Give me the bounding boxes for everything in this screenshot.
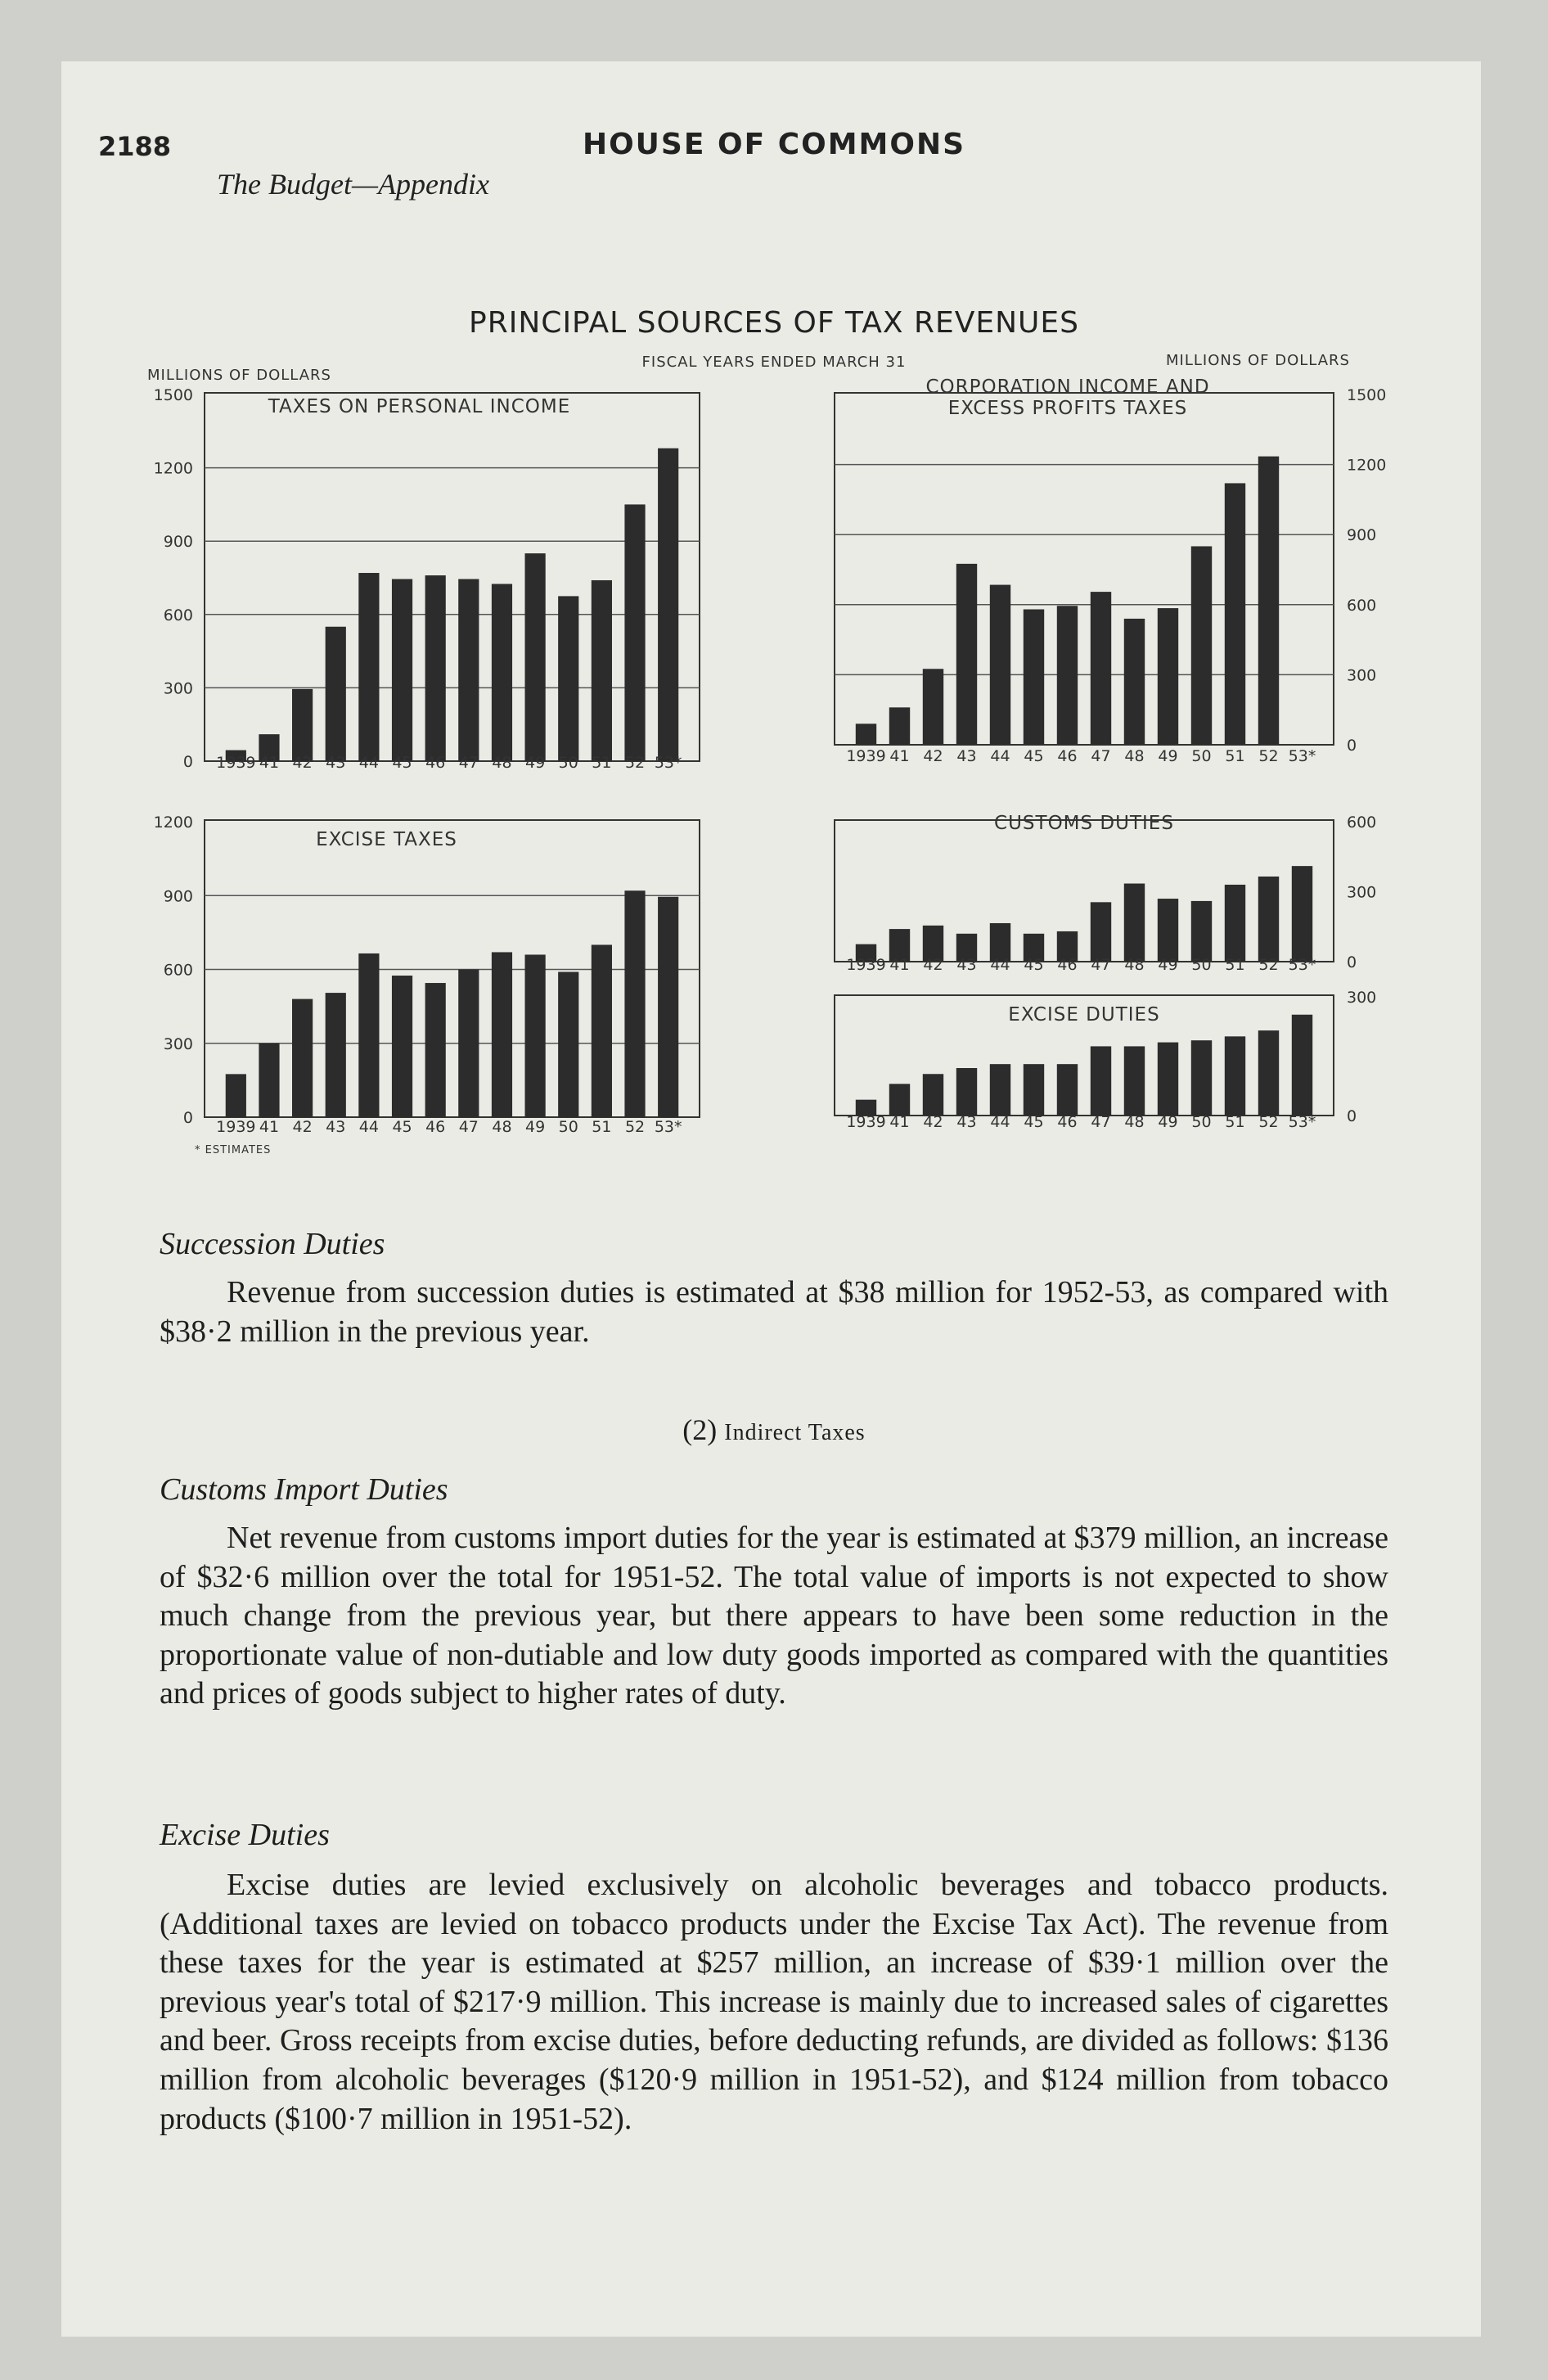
panel-title: EXCISE DUTIES bbox=[1008, 1004, 1160, 1025]
bar bbox=[1124, 619, 1145, 745]
x-tick-label: 47 bbox=[458, 754, 479, 772]
bar bbox=[292, 689, 313, 761]
bar bbox=[1091, 592, 1111, 745]
x-tick-label: 41 bbox=[259, 1118, 280, 1136]
bar bbox=[990, 1064, 1010, 1116]
excise-text: Excise duties are levied exclusively on alcoholic beverages and tobacco products. (Additional taxes are levied on tobacco products under the Excise Tax Act). The revenue from these taxes for the year is estimated at $257 million, an increase of $39·1 million over the previous year's total of $217·9 million. This increase is mainly due to increased sales of cigarettes and beer. Gross receipts from excise duties, before deducting refunds, are divided as follows: $136 million from alcoholic beverages ($120·9 million in 1951-52), and $124 million from tobacco products ($100·7 million in 1951-52). bbox=[160, 1868, 1388, 2136]
bar bbox=[259, 1044, 279, 1117]
indirect-number: (2) bbox=[682, 1413, 725, 1446]
x-tick-label: 43 bbox=[956, 747, 977, 765]
x-tick-label: 51 bbox=[1225, 1113, 1245, 1131]
customs-text: Net revenue from customs import duties for the year is estimated at $379 million, an increase of $32·6 million over the total for 1951-52. The total value of imports is not expected to show much change from the previous year, but there appears to have been some reduction in the proportionate value of non-dutiable and low duty goods imported as compared with the quantities and prices of goods subject to higher rates of duty. bbox=[160, 1521, 1388, 1711]
x-tick-label: 41 bbox=[889, 747, 910, 765]
x-tick-label: 48 bbox=[1124, 1113, 1145, 1131]
y-tick-label: 300 bbox=[163, 679, 193, 698]
x-tick-label: 50 bbox=[1191, 1113, 1212, 1131]
x-tick-label: 50 bbox=[1191, 747, 1212, 765]
page-number: 2188 bbox=[98, 131, 172, 162]
excise-paragraph bbox=[160, 1866, 1388, 2139]
bar bbox=[392, 579, 412, 761]
x-tick-label: 49 bbox=[1158, 956, 1178, 974]
x-tick-label: 44 bbox=[358, 1118, 379, 1136]
x-tick-label: 53* bbox=[1288, 1113, 1316, 1131]
bar bbox=[658, 449, 678, 761]
bar bbox=[326, 993, 346, 1117]
y-tick-label: 600 bbox=[1347, 596, 1377, 615]
bar bbox=[226, 1074, 246, 1117]
x-tick-label: 49 bbox=[1158, 747, 1178, 765]
units-label-left: MILLIONS OF DOLLARS bbox=[147, 367, 331, 384]
bar bbox=[1292, 866, 1312, 962]
bar bbox=[458, 579, 479, 761]
x-tick-label: 42 bbox=[292, 1118, 313, 1136]
y-tick-label: 600 bbox=[163, 961, 193, 980]
x-tick-label: 48 bbox=[1124, 956, 1145, 974]
bar bbox=[923, 1074, 943, 1116]
x-tick-label: 47 bbox=[458, 1118, 479, 1136]
x-tick-label: 41 bbox=[889, 1113, 910, 1131]
x-tick-label: 44 bbox=[358, 754, 379, 772]
x-tick-label: 52 bbox=[1258, 956, 1279, 974]
y-tick-label: 900 bbox=[1347, 526, 1377, 545]
x-tick-label: 43 bbox=[956, 956, 977, 974]
heading-customs-import-duties: Customs Import Duties bbox=[160, 1472, 448, 1507]
chart-excise-duties bbox=[818, 986, 1391, 1129]
y-tick-label: 300 bbox=[1347, 989, 1377, 1007]
bar bbox=[923, 669, 943, 745]
bar bbox=[956, 564, 977, 745]
x-tick-label: 51 bbox=[1225, 747, 1245, 765]
y-tick-label: 1200 bbox=[1347, 456, 1387, 475]
y-tick-label: 600 bbox=[163, 606, 193, 624]
bar bbox=[1225, 1036, 1245, 1116]
customs-paragraph bbox=[160, 1519, 1388, 1714]
chart-personal-income bbox=[147, 376, 704, 786]
bar bbox=[624, 890, 645, 1117]
x-tick-label: 47 bbox=[1091, 956, 1111, 974]
bar bbox=[358, 953, 379, 1117]
units-label-right: MILLIONS OF DOLLARS bbox=[1166, 352, 1350, 369]
x-tick-label: 49 bbox=[525, 1118, 546, 1136]
x-tick-label: 50 bbox=[1191, 956, 1212, 974]
x-tick-label: 42 bbox=[923, 956, 943, 974]
x-tick-label: 51 bbox=[592, 1118, 612, 1136]
y-tick-label: 1200 bbox=[153, 814, 193, 832]
bar bbox=[1124, 1046, 1145, 1116]
bar bbox=[1158, 899, 1178, 962]
bar bbox=[1225, 885, 1245, 962]
y-tick-label: 1500 bbox=[1347, 386, 1387, 404]
x-tick-label: 46 bbox=[1057, 956, 1078, 974]
bar bbox=[525, 954, 546, 1117]
bar bbox=[592, 944, 612, 1117]
bar bbox=[1191, 901, 1212, 962]
x-tick-label: 53* bbox=[654, 754, 682, 772]
y-tick-label: 600 bbox=[1347, 814, 1377, 832]
bar bbox=[1292, 1015, 1312, 1116]
y-tick-label: 0 bbox=[182, 1109, 193, 1127]
section-subtitle: The Budget—Appendix bbox=[217, 168, 489, 201]
x-tick-label: 1939 bbox=[216, 754, 256, 772]
y-tick-label: 900 bbox=[163, 533, 193, 552]
y-tick-label: 300 bbox=[1347, 883, 1377, 902]
panel-title: CORPORATION INCOME AND bbox=[925, 376, 1210, 398]
x-tick-label: 49 bbox=[525, 754, 546, 772]
x-tick-label: 44 bbox=[990, 1113, 1010, 1131]
x-tick-label: 42 bbox=[923, 747, 943, 765]
x-tick-label: 43 bbox=[326, 1118, 346, 1136]
x-tick-label: 51 bbox=[592, 754, 612, 772]
bar bbox=[624, 504, 645, 761]
y-tick-label: 0 bbox=[1347, 953, 1357, 971]
x-tick-label: 52 bbox=[1258, 1113, 1279, 1131]
bar bbox=[1024, 1064, 1044, 1116]
y-tick-label: 0 bbox=[182, 753, 193, 771]
bar bbox=[326, 627, 346, 761]
x-tick-label: 1939 bbox=[216, 1118, 256, 1136]
bar bbox=[1258, 457, 1279, 745]
x-tick-label: 44 bbox=[990, 956, 1010, 974]
bar bbox=[1258, 877, 1279, 962]
succession-paragraph bbox=[160, 1273, 1388, 1351]
x-tick-label: 43 bbox=[956, 1113, 977, 1131]
x-tick-label: 50 bbox=[558, 1118, 578, 1136]
x-tick-label: 46 bbox=[1057, 1113, 1078, 1131]
heading-succession-duties: Succession Duties bbox=[160, 1227, 385, 1261]
x-tick-label: 53* bbox=[1288, 747, 1316, 765]
estimates-footnote: * ESTIMATES bbox=[195, 1144, 272, 1156]
bar bbox=[392, 976, 412, 1117]
x-tick-label: 42 bbox=[923, 1113, 943, 1131]
panel-title: CUSTOMS DUTIES bbox=[994, 813, 1174, 834]
x-tick-label: 53* bbox=[654, 1118, 682, 1136]
x-tick-label: 46 bbox=[425, 754, 446, 772]
bar bbox=[1024, 610, 1044, 745]
bar bbox=[658, 897, 678, 1117]
running-header: HOUSE OF COMMONS bbox=[582, 128, 966, 161]
bar bbox=[1124, 884, 1145, 962]
bar bbox=[492, 952, 512, 1117]
figure-title: PRINCIPAL SOURCES OF TAX REVENUES bbox=[469, 306, 1079, 340]
x-tick-label: 50 bbox=[558, 754, 578, 772]
x-tick-label: 1939 bbox=[846, 747, 886, 765]
bar bbox=[889, 707, 910, 745]
figure-subtitle: FISCAL YEARS ENDED MARCH 31 bbox=[641, 354, 907, 371]
x-tick-label: 45 bbox=[1024, 747, 1044, 765]
x-tick-label: 1939 bbox=[846, 956, 886, 974]
chart-excise-taxes bbox=[147, 806, 704, 1142]
y-tick-label: 300 bbox=[163, 1034, 193, 1053]
x-tick-label: 41 bbox=[889, 956, 910, 974]
bar bbox=[558, 972, 578, 1117]
x-tick-label: 48 bbox=[492, 1118, 512, 1136]
y-tick-label: 0 bbox=[1347, 737, 1357, 755]
x-tick-label: 45 bbox=[392, 754, 412, 772]
x-tick-label: 46 bbox=[425, 1118, 446, 1136]
bar bbox=[990, 585, 1010, 745]
heading-excise-duties: Excise Duties bbox=[160, 1818, 330, 1852]
bar bbox=[1057, 1064, 1078, 1116]
y-tick-label: 0 bbox=[1347, 1107, 1357, 1125]
bar bbox=[525, 553, 546, 761]
x-tick-label: 45 bbox=[1024, 956, 1044, 974]
bar bbox=[358, 573, 379, 761]
heading-indirect-taxes bbox=[0, 1413, 1548, 1447]
bar bbox=[592, 580, 612, 761]
x-tick-label: 48 bbox=[492, 754, 512, 772]
x-tick-label: 52 bbox=[624, 1118, 646, 1136]
x-tick-label: 45 bbox=[1024, 1113, 1044, 1131]
bar bbox=[425, 575, 446, 761]
bar bbox=[492, 584, 512, 761]
y-tick-label: 1200 bbox=[153, 459, 193, 478]
bar bbox=[458, 970, 479, 1118]
x-tick-label: 44 bbox=[990, 747, 1010, 765]
y-tick-label: 300 bbox=[1347, 666, 1377, 685]
bar bbox=[889, 1084, 910, 1116]
x-tick-label: 43 bbox=[326, 754, 346, 772]
x-tick-label: 48 bbox=[1124, 747, 1145, 765]
chart-corporation-taxes bbox=[818, 360, 1391, 786]
y-tick-label: 900 bbox=[163, 887, 193, 906]
bar bbox=[1057, 606, 1078, 745]
succession-text: Revenue from succession duties is estimated at $38 million for 1952-53, as compared with $38·2 million in the previous year. bbox=[160, 1275, 1388, 1349]
x-tick-label: 49 bbox=[1158, 1113, 1178, 1131]
bar bbox=[425, 983, 446, 1117]
bar bbox=[558, 596, 578, 761]
panel-title: EXCISE TAXES bbox=[316, 829, 457, 850]
indirect-heading-text: Indirect Taxes bbox=[724, 1420, 866, 1445]
x-tick-label: 1939 bbox=[846, 1113, 886, 1131]
x-tick-label: 51 bbox=[1225, 956, 1245, 974]
x-tick-label: 53* bbox=[1288, 956, 1316, 974]
bar bbox=[1258, 1030, 1279, 1116]
x-tick-label: 41 bbox=[259, 754, 280, 772]
bar bbox=[956, 1068, 977, 1116]
bar bbox=[292, 999, 313, 1117]
x-tick-label: 47 bbox=[1091, 1113, 1111, 1131]
x-tick-label: 52 bbox=[624, 754, 646, 772]
panel-title: EXCESS PROFITS TAXES bbox=[947, 398, 1188, 419]
bar bbox=[1191, 1040, 1212, 1116]
x-tick-label: 45 bbox=[392, 1118, 412, 1136]
bar bbox=[1158, 1043, 1178, 1116]
bar bbox=[1091, 1046, 1111, 1116]
chart-customs-duties bbox=[818, 806, 1391, 978]
panel-title: TAXES ON PERSONAL INCOME bbox=[268, 396, 571, 417]
bar bbox=[1091, 902, 1111, 962]
bar bbox=[1225, 483, 1245, 745]
x-tick-label: 42 bbox=[292, 754, 313, 772]
x-tick-label: 46 bbox=[1057, 747, 1078, 765]
bar bbox=[1158, 608, 1178, 745]
x-tick-label: 52 bbox=[1258, 747, 1279, 765]
x-tick-label: 47 bbox=[1091, 747, 1111, 765]
bar bbox=[856, 723, 876, 745]
bar bbox=[1191, 546, 1212, 745]
y-tick-label: 1500 bbox=[153, 386, 193, 404]
